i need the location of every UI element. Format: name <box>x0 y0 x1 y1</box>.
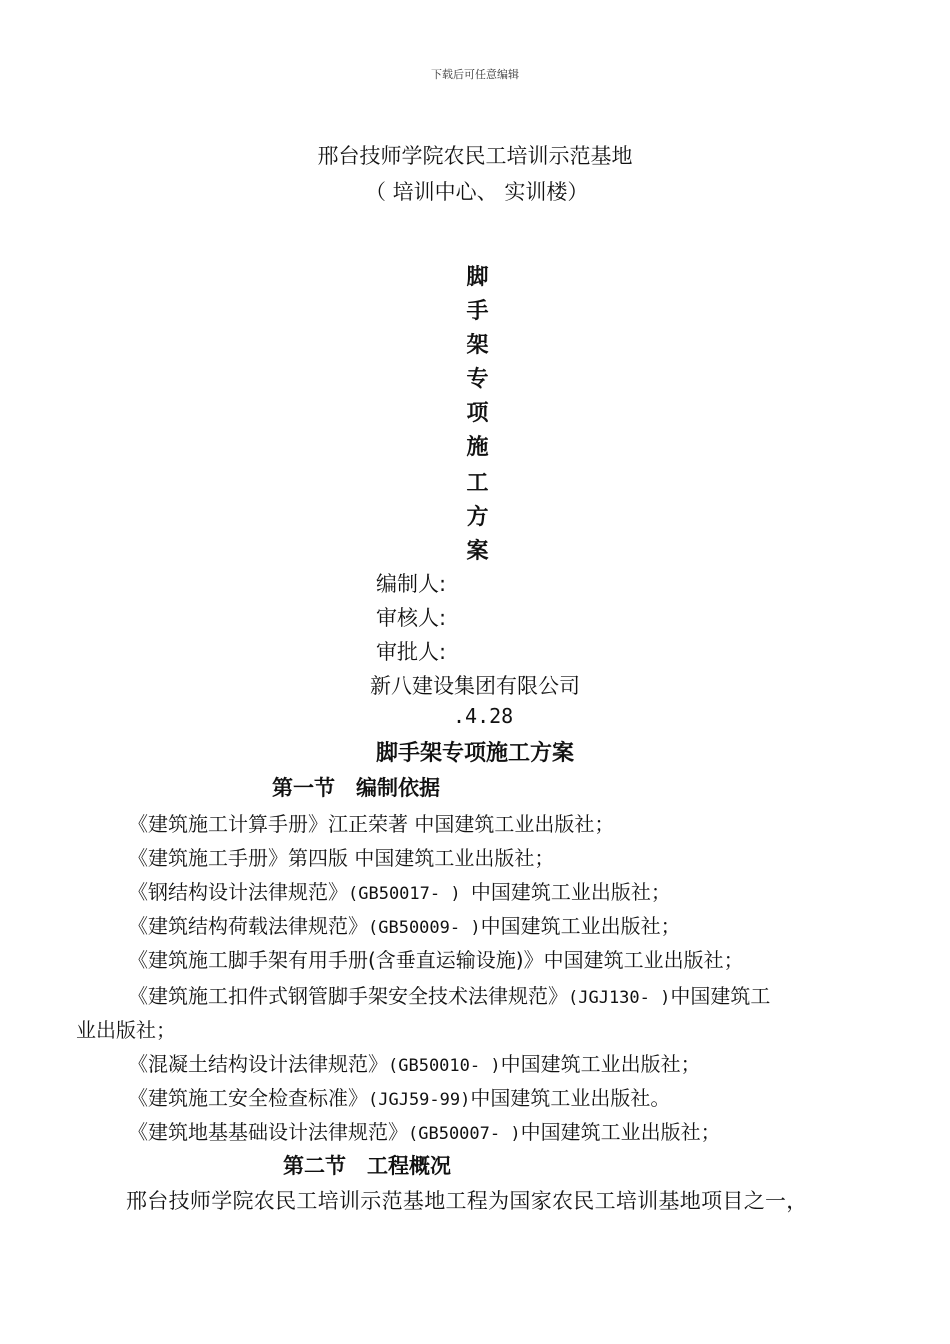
vertical-title-char: 项 <box>466 401 489 426</box>
reference-item <box>128 1116 721 1145</box>
compiler-label: 编制人: <box>376 572 447 596</box>
section1-heading: 第一节 编制依据 <box>272 776 440 800</box>
document-subtitle: （ 培训中心、 实训楼） <box>365 180 589 204</box>
document-date: .4.28 <box>453 704 514 728</box>
reference-title: 《建筑施工脚手架有用手册(含垂直运输设施)》中国建筑工业出版社； <box>128 948 744 972</box>
reference-publisher: 业出版社； <box>76 1018 176 1042</box>
reference-item-continued <box>76 1014 176 1043</box>
document-title: 邢台技师学院农民工培训示范基地 <box>317 144 633 168</box>
approver-label: 审批人: <box>376 640 447 664</box>
project-overview-paragraph: 邢台技师学院农民工培训示范基地工程为国家农民工培训基地项目之一， <box>126 1189 808 1213</box>
reference-code: (GB50007- ) <box>408 1124 521 1144</box>
header-note: 下载后可任意编辑 <box>431 68 519 81</box>
reference-title: 《建筑施工计算手册》江正荣著 中国建筑工业出版社； <box>128 812 615 836</box>
reference-item <box>128 876 671 905</box>
reference-code: (JGJ130- ) <box>568 988 671 1008</box>
reference-code: (GB50010- ) <box>388 1056 501 1076</box>
vertical-title-char: 架 <box>466 333 489 358</box>
reference-publisher: 中国建筑工业出版社； <box>480 914 681 938</box>
reference-title: 《建筑施工安全检查标准》 <box>128 1086 368 1110</box>
reviewer-label: 审核人: <box>376 606 447 630</box>
vertical-title-char: 方 <box>466 505 489 530</box>
reference-publisher: 中国建筑工业出版社； <box>500 1052 701 1076</box>
reference-item <box>128 1048 701 1077</box>
reference-code: (GB50009- ) <box>368 918 481 938</box>
vertical-title-char: 手 <box>466 299 489 324</box>
vertical-title-char: 工 <box>466 471 489 496</box>
reference-item <box>128 980 770 1009</box>
vertical-title-char: 施 <box>466 435 489 460</box>
reference-publisher: 中国建筑工业出版社。 <box>470 1086 671 1110</box>
reference-title: 《建筑地基基础设计法律规范》 <box>128 1120 408 1144</box>
reference-item <box>128 944 744 973</box>
vertical-title-char: 案 <box>466 539 489 564</box>
vertical-title-char: 脚 <box>466 265 489 290</box>
reference-item <box>128 910 681 939</box>
reference-item <box>128 1082 670 1111</box>
reference-item <box>128 842 554 871</box>
reference-code: (GB50017- ) <box>348 884 471 904</box>
reference-title: 《混凝土结构设计法律规范》 <box>128 1052 388 1076</box>
section2-heading: 第二节 工程概况 <box>283 1154 451 1178</box>
reference-title: 《建筑施工手册》第四版 中国建筑工业出版社； <box>128 846 555 870</box>
reference-item <box>128 808 614 837</box>
reference-publisher: 中国建筑工业出版社； <box>470 880 671 904</box>
vertical-title-char: 专 <box>466 367 489 392</box>
company-name: 新八建设集团有限公司 <box>370 674 580 698</box>
reference-title: 《钢结构设计法律规范》 <box>128 880 348 904</box>
reference-title: 《建筑结构荷载法律规范》 <box>128 914 368 938</box>
reference-publisher: 中国建筑工业出版社； <box>520 1120 721 1144</box>
doc-heading: 脚手架专项施工方案 <box>375 741 574 766</box>
reference-publisher: 中国建筑工 <box>670 984 771 1008</box>
reference-title: 《建筑施工扣件式钢管脚手架安全技术法律规范》 <box>128 984 568 1008</box>
reference-code: (JGJ59-99) <box>368 1090 471 1110</box>
